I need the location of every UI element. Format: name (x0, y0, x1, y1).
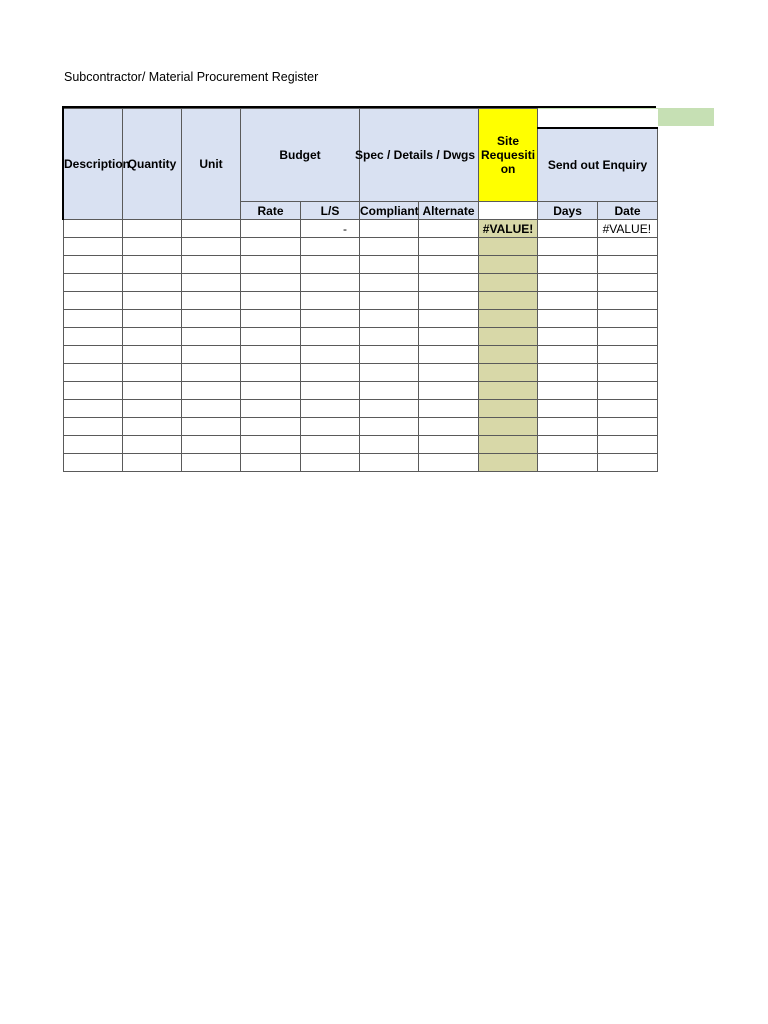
cell[interactable] (241, 274, 301, 292)
cell-site[interactable] (479, 328, 538, 346)
table-row (64, 220, 658, 238)
cell[interactable] (538, 238, 598, 256)
cell[interactable] (241, 418, 301, 436)
cell[interactable] (360, 382, 419, 400)
cell[interactable] (419, 436, 479, 454)
cell[interactable] (123, 220, 182, 238)
cell[interactable] (419, 310, 479, 328)
cell[interactable] (419, 454, 479, 472)
subheader-rate[interactable]: Rate (241, 202, 301, 220)
cell[interactable] (301, 256, 360, 274)
cell[interactable] (182, 328, 241, 346)
cell-date-value[interactable]: #VALUE! (598, 220, 658, 238)
table-row (64, 292, 658, 310)
cell[interactable] (360, 436, 419, 454)
cell[interactable] (538, 454, 598, 472)
subheader-alternate[interactable]: Alternate (419, 202, 479, 220)
table-row (64, 436, 658, 454)
cell[interactable] (64, 328, 123, 346)
cell[interactable] (182, 364, 241, 382)
cell[interactable] (301, 328, 360, 346)
cell[interactable] (123, 274, 182, 292)
cell[interactable] (123, 238, 182, 256)
cell[interactable] (241, 238, 301, 256)
cell[interactable] (241, 328, 301, 346)
cell[interactable] (598, 292, 658, 310)
cell[interactable] (598, 346, 658, 364)
cell[interactable] (598, 310, 658, 328)
header-budget[interactable]: Budget (241, 109, 360, 202)
table-row (64, 274, 658, 292)
cell-site[interactable] (479, 436, 538, 454)
cell[interactable] (598, 418, 658, 436)
cell[interactable] (598, 364, 658, 382)
cell[interactable] (538, 382, 598, 400)
cell[interactable] (123, 382, 182, 400)
cell[interactable] (419, 364, 479, 382)
table-row (64, 310, 658, 328)
cell[interactable] (182, 418, 241, 436)
cell[interactable] (182, 256, 241, 274)
cell[interactable] (419, 238, 479, 256)
cell[interactable] (182, 382, 241, 400)
subheader-compliant[interactable]: Compliant (360, 203, 419, 218)
cell[interactable] (360, 418, 419, 436)
cell[interactable] (64, 382, 123, 400)
cell[interactable] (241, 382, 301, 400)
cell[interactable] (64, 364, 123, 382)
cell[interactable] (241, 310, 301, 328)
cell[interactable] (301, 400, 360, 418)
header-quantity[interactable]: Quantity (123, 109, 182, 220)
cell[interactable] (241, 364, 301, 382)
cell[interactable] (241, 256, 301, 274)
cell[interactable] (419, 418, 479, 436)
cell[interactable] (64, 400, 123, 418)
cell[interactable] (419, 256, 479, 274)
cell[interactable] (241, 436, 301, 454)
cell-site[interactable] (479, 418, 538, 436)
cell[interactable] (123, 364, 182, 382)
cell[interactable] (64, 436, 123, 454)
cell[interactable] (538, 436, 598, 454)
cell[interactable] (598, 400, 658, 418)
cell[interactable] (301, 364, 360, 382)
table-row (64, 256, 658, 274)
cell[interactable] (538, 220, 598, 238)
cell[interactable] (123, 346, 182, 364)
cell-site[interactable] (479, 274, 538, 292)
cell[interactable] (64, 292, 123, 310)
cell[interactable] (241, 292, 301, 310)
cell[interactable] (241, 220, 301, 238)
cell[interactable] (419, 346, 479, 364)
cell[interactable] (360, 292, 419, 310)
cell[interactable] (360, 256, 419, 274)
table-row (64, 418, 658, 436)
cell[interactable] (419, 382, 479, 400)
cell[interactable] (419, 400, 479, 418)
cell[interactable] (360, 364, 419, 382)
cell[interactable] (538, 256, 598, 274)
cell[interactable] (538, 274, 598, 292)
cell[interactable] (182, 238, 241, 256)
cell[interactable] (64, 220, 123, 238)
cell[interactable] (419, 220, 479, 238)
cell[interactable] (123, 328, 182, 346)
cell-site[interactable] (479, 346, 538, 364)
cell-site[interactable] (479, 400, 538, 418)
table-row (64, 346, 658, 364)
cell-site[interactable] (479, 382, 538, 400)
cell[interactable] (598, 238, 658, 256)
cell[interactable] (64, 238, 123, 256)
subheader-date[interactable]: Date (598, 202, 658, 220)
cell[interactable] (538, 346, 598, 364)
cell[interactable] (301, 292, 360, 310)
sheet-title: Subcontractor/ Material Procurement Register (64, 70, 319, 84)
cell[interactable] (301, 436, 360, 454)
cell[interactable] (64, 346, 123, 364)
cell[interactable] (360, 346, 419, 364)
cell[interactable] (360, 400, 419, 418)
cell[interactable] (123, 310, 182, 328)
header-description[interactable]: Description (64, 109, 123, 220)
cell[interactable] (123, 400, 182, 418)
table-row (64, 382, 658, 400)
cell[interactable] (241, 346, 301, 364)
cell[interactable] (419, 292, 479, 310)
table-row (64, 328, 658, 346)
cell[interactable] (419, 274, 479, 292)
cell[interactable] (538, 364, 598, 382)
cell[interactable] (64, 274, 123, 292)
table-row (64, 400, 658, 418)
cell[interactable] (182, 400, 241, 418)
cell[interactable] (301, 418, 360, 436)
table-left-border (62, 106, 64, 220)
cell[interactable] (598, 274, 658, 292)
subheader-ls[interactable]: L/S (301, 202, 360, 220)
cell[interactable] (123, 292, 182, 310)
cell[interactable] (301, 346, 360, 364)
cell[interactable] (598, 382, 658, 400)
cell[interactable] (360, 310, 419, 328)
table-row (64, 454, 658, 472)
procurement-register-table (63, 108, 658, 472)
cell[interactable] (123, 436, 182, 454)
header-unit[interactable]: Unit (182, 109, 241, 220)
cell[interactable] (123, 256, 182, 274)
cell[interactable] (182, 346, 241, 364)
cell-site[interactable] (479, 454, 538, 472)
cell[interactable] (301, 454, 360, 472)
cell[interactable] (182, 310, 241, 328)
header-send-out-enquiry[interactable]: Send out Enquiry (538, 128, 658, 202)
cell-site-value[interactable]: #VALUE! (479, 220, 538, 238)
cell-site[interactable] (479, 364, 538, 382)
cell[interactable] (598, 454, 658, 472)
cell-site[interactable] (479, 310, 538, 328)
cell[interactable] (301, 274, 360, 292)
cell[interactable] (360, 328, 419, 346)
cell-ls[interactable]: - (301, 220, 360, 238)
cell[interactable] (241, 454, 301, 472)
cell[interactable] (123, 418, 182, 436)
cell[interactable] (64, 454, 123, 472)
cell-site[interactable] (479, 292, 538, 310)
cell[interactable] (64, 256, 123, 274)
cell[interactable] (241, 400, 301, 418)
cell[interactable] (182, 220, 241, 238)
cell[interactable] (182, 436, 241, 454)
cell[interactable] (360, 454, 419, 472)
subheader-site-blank[interactable] (479, 202, 538, 220)
table-row (64, 238, 658, 256)
cell[interactable] (598, 436, 658, 454)
cell[interactable] (182, 274, 241, 292)
cell[interactable] (360, 274, 419, 292)
cell[interactable] (123, 454, 182, 472)
cell[interactable] (64, 310, 123, 328)
header-site-requisition[interactable]: Site Requesiti on (479, 109, 538, 202)
header-blank-band (538, 109, 658, 128)
cell[interactable] (360, 220, 419, 238)
cell-site[interactable] (479, 238, 538, 256)
cell[interactable] (538, 310, 598, 328)
cell[interactable] (538, 292, 598, 310)
header-spec-details-dwgs[interactable]: Spec / Details / Dwgs (360, 109, 479, 202)
table-top-border (63, 106, 656, 108)
cell[interactable] (538, 400, 598, 418)
cell[interactable] (538, 328, 598, 346)
table-row (64, 364, 658, 382)
cell[interactable] (182, 454, 241, 472)
cell[interactable] (598, 256, 658, 274)
cell[interactable] (360, 238, 419, 256)
cell[interactable] (419, 328, 479, 346)
cell[interactable] (64, 418, 123, 436)
cell[interactable] (598, 328, 658, 346)
subheader-days[interactable]: Days (538, 202, 598, 220)
cell[interactable] (538, 418, 598, 436)
cell[interactable] (301, 310, 360, 328)
cell-site[interactable] (479, 256, 538, 274)
cell[interactable] (182, 292, 241, 310)
cell[interactable] (301, 382, 360, 400)
cell[interactable] (301, 238, 360, 256)
